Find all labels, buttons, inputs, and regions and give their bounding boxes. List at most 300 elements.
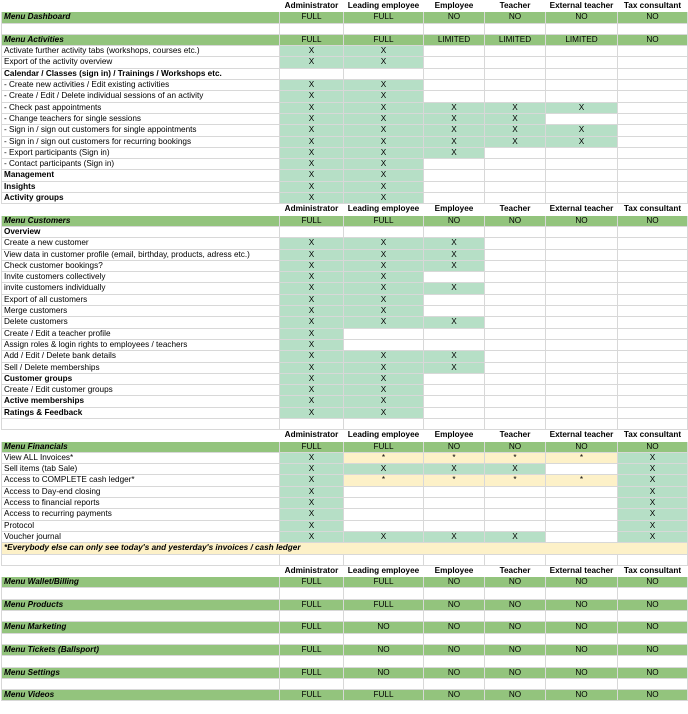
- permission-cell: X: [344, 373, 424, 384]
- permission-cell: [344, 226, 424, 237]
- menu-row: [2, 577, 688, 588]
- permission-cell: [546, 181, 618, 192]
- permission-cell: [424, 294, 485, 305]
- menu-row: [2, 622, 688, 633]
- row-label: Calendar / Classes (sign in) / Trainings / Workshops etc.: [2, 68, 280, 79]
- row-label: Access to COMPLETE cash ledger*: [2, 475, 280, 486]
- row-label: Assign roles & login rights to employees / teachers: [2, 339, 280, 350]
- permission-cell: [424, 656, 485, 667]
- permission-cell: [618, 159, 688, 170]
- permission-cell: FULL: [280, 667, 344, 678]
- permission-cell: [344, 656, 424, 667]
- permission-cell: [485, 170, 546, 181]
- column-header-cell: External teacher: [546, 204, 618, 215]
- column-header-cell: Administrator: [280, 565, 344, 576]
- permission-cell: [618, 80, 688, 91]
- permission-cell: X: [618, 509, 688, 520]
- permission-row: [2, 531, 688, 542]
- row-label: - Change teachers for single sessions: [2, 113, 280, 124]
- permission-cell: NO: [618, 599, 688, 610]
- permission-cell: X: [424, 283, 485, 294]
- row-label: Export of the activity overview: [2, 57, 280, 68]
- permission-cell: X: [485, 531, 546, 542]
- permission-cell: X: [618, 475, 688, 486]
- permission-row: [2, 80, 688, 91]
- permission-cell: X: [485, 113, 546, 124]
- permission-cell: [424, 407, 485, 418]
- permission-cell: *: [546, 452, 618, 463]
- row-label: - Create new activities / Edit existing activities: [2, 80, 280, 91]
- permission-row: [2, 486, 688, 497]
- permission-cell: NO: [344, 644, 424, 655]
- row-label: Menu Videos: [2, 690, 280, 701]
- permission-cell: [618, 102, 688, 113]
- row-label: [2, 565, 280, 576]
- permission-cell: NO: [485, 667, 546, 678]
- spacer-row: [2, 23, 688, 34]
- permission-cell: X: [280, 147, 344, 158]
- permission-cell: X: [344, 147, 424, 158]
- permission-cell: [344, 588, 424, 599]
- permission-row: [2, 68, 688, 79]
- permission-cell: X: [280, 317, 344, 328]
- permission-cell: X: [344, 306, 424, 317]
- menu-row: [2, 34, 688, 45]
- permission-cell: [424, 396, 485, 407]
- row-label: Sell items (tab Sale): [2, 464, 280, 475]
- permission-cell: [618, 260, 688, 271]
- column-header-row: [2, 430, 688, 441]
- permission-cell: [618, 125, 688, 136]
- permission-row: [2, 498, 688, 509]
- menu-row: [2, 690, 688, 701]
- permission-cell: [546, 147, 618, 158]
- permission-cell: NO: [618, 690, 688, 701]
- permission-row: [2, 57, 688, 68]
- permission-cell: [485, 509, 546, 520]
- row-label: [2, 633, 280, 644]
- permission-cell: [485, 283, 546, 294]
- permission-cell: FULL: [344, 215, 424, 226]
- column-header-cell: Administrator: [280, 430, 344, 441]
- permission-cell: FULL: [280, 577, 344, 588]
- permission-cell: [546, 170, 618, 181]
- permission-cell: X: [618, 498, 688, 509]
- permission-cell: [618, 633, 688, 644]
- permission-cell: X: [424, 351, 485, 362]
- permission-cell: [546, 57, 618, 68]
- permission-cell: [485, 385, 546, 396]
- row-label: Merge customers: [2, 306, 280, 317]
- permission-cell: [485, 91, 546, 102]
- permission-cell: [618, 396, 688, 407]
- permission-cell: NO: [485, 690, 546, 701]
- permission-cell: NO: [424, 577, 485, 588]
- permission-cell: LIMITED: [546, 34, 618, 45]
- row-label: Activity groups: [2, 193, 280, 204]
- permission-cell: X: [344, 238, 424, 249]
- permission-cell: FULL: [280, 215, 344, 226]
- column-header-cell: Leading employee: [344, 565, 424, 576]
- permission-cell: NO: [618, 441, 688, 452]
- permission-row: [2, 125, 688, 136]
- permission-cell: X: [280, 385, 344, 396]
- row-label: [2, 1, 280, 12]
- permission-cell: [546, 588, 618, 599]
- permission-cell: [485, 147, 546, 158]
- permission-cell: X: [344, 531, 424, 542]
- permission-cell: [546, 498, 618, 509]
- row-label: [2, 554, 280, 565]
- permission-cell: X: [344, 159, 424, 170]
- permission-cell: [424, 418, 485, 429]
- permission-cell: [344, 68, 424, 79]
- permission-row: [2, 351, 688, 362]
- permission-row: [2, 272, 688, 283]
- permission-cell: NO: [344, 667, 424, 678]
- permission-row: [2, 193, 688, 204]
- permission-row: [2, 407, 688, 418]
- permission-cell: X: [485, 125, 546, 136]
- permission-cell: [618, 113, 688, 124]
- permission-cell: [485, 181, 546, 192]
- permission-cell: [485, 373, 546, 384]
- permission-cell: [546, 373, 618, 384]
- permission-cell: X: [344, 170, 424, 181]
- permission-cell: X: [280, 170, 344, 181]
- permission-cell: X: [546, 102, 618, 113]
- permission-cell: [485, 362, 546, 373]
- permission-cell: [485, 351, 546, 362]
- permission-cell: X: [424, 260, 485, 271]
- permission-cell: X: [618, 531, 688, 542]
- permission-cell: [618, 362, 688, 373]
- permission-cell: NO: [424, 690, 485, 701]
- column-header-cell: External teacher: [546, 1, 618, 12]
- spacer-row: [2, 588, 688, 599]
- row-label: Create / Edit customer groups: [2, 385, 280, 396]
- permission-cell: FULL: [280, 441, 344, 452]
- permission-cell: [280, 554, 344, 565]
- permission-cell: [344, 509, 424, 520]
- menu-row: [2, 667, 688, 678]
- permission-cell: [546, 159, 618, 170]
- permission-cell: X: [344, 362, 424, 373]
- permission-cell: [618, 91, 688, 102]
- permission-cell: X: [344, 136, 424, 147]
- row-label: Menu Wallet/Billing: [2, 577, 280, 588]
- column-header-cell: Teacher: [485, 204, 546, 215]
- row-label: Customer groups: [2, 373, 280, 384]
- permission-cell: [546, 520, 618, 531]
- permission-cell: NO: [618, 622, 688, 633]
- permission-cell: FULL: [280, 690, 344, 701]
- permission-row: [2, 136, 688, 147]
- permission-cell: X: [618, 486, 688, 497]
- permission-cell: [485, 633, 546, 644]
- permission-cell: [618, 317, 688, 328]
- permission-row: [2, 385, 688, 396]
- permission-cell: [344, 328, 424, 339]
- permission-cell: [546, 328, 618, 339]
- permission-cell: [424, 486, 485, 497]
- permission-cell: X: [344, 249, 424, 260]
- permission-cell: NO: [485, 12, 546, 23]
- permission-cell: X: [280, 328, 344, 339]
- permission-cell: X: [280, 520, 344, 531]
- permission-cell: [485, 486, 546, 497]
- permission-cell: X: [280, 452, 344, 463]
- permission-cell: [424, 181, 485, 192]
- permission-cell: [485, 272, 546, 283]
- permission-cell: [546, 509, 618, 520]
- permission-cell: X: [344, 464, 424, 475]
- permission-cell: [618, 611, 688, 622]
- permission-cell: [546, 339, 618, 350]
- permission-cell: [485, 678, 546, 689]
- permission-cell: [618, 193, 688, 204]
- permission-cell: [485, 80, 546, 91]
- permission-cell: X: [280, 339, 344, 350]
- column-header-cell: Tax consultant: [618, 430, 688, 441]
- permission-cell: [485, 306, 546, 317]
- permission-row: [2, 91, 688, 102]
- permission-row: [2, 102, 688, 113]
- permission-cell: NO: [618, 34, 688, 45]
- permission-cell: [424, 520, 485, 531]
- permission-cell: X: [280, 238, 344, 249]
- permission-cell: [344, 520, 424, 531]
- permission-cell: [485, 57, 546, 68]
- permissions-table-body: [2, 1, 688, 701]
- row-label: Voucher journal: [2, 531, 280, 542]
- permission-cell: [280, 23, 344, 34]
- permission-cell: [546, 193, 618, 204]
- permission-cell: [424, 193, 485, 204]
- permission-row: [2, 113, 688, 124]
- row-label: Check customer bookings?: [2, 260, 280, 271]
- permission-cell: X: [618, 452, 688, 463]
- permission-cell: [485, 23, 546, 34]
- permission-cell: [344, 498, 424, 509]
- permission-cell: X: [424, 125, 485, 136]
- row-label: Create / Edit a teacher profile: [2, 328, 280, 339]
- footnote-row: [2, 543, 688, 554]
- permission-cell: NO: [546, 599, 618, 610]
- permission-cell: [424, 509, 485, 520]
- permission-cell: X: [344, 102, 424, 113]
- permission-cell: [618, 57, 688, 68]
- permission-cell: [618, 181, 688, 192]
- permission-cell: FULL: [280, 12, 344, 23]
- permission-cell: NO: [424, 441, 485, 452]
- permission-cell: [485, 159, 546, 170]
- permission-cell: NO: [424, 12, 485, 23]
- permission-cell: X: [424, 531, 485, 542]
- column-header-cell: Employee: [424, 565, 485, 576]
- row-label: Menu Financials: [2, 441, 280, 452]
- permission-cell: [280, 678, 344, 689]
- permission-cell: NO: [618, 577, 688, 588]
- permission-cell: X: [424, 362, 485, 373]
- permission-cell: [618, 272, 688, 283]
- permission-cell: [618, 136, 688, 147]
- permission-cell: [546, 362, 618, 373]
- permission-cell: X: [280, 91, 344, 102]
- column-header-row: [2, 1, 688, 12]
- permission-row: [2, 396, 688, 407]
- permission-cell: [546, 46, 618, 57]
- permission-cell: [424, 272, 485, 283]
- permission-cell: [485, 520, 546, 531]
- row-label: Add / Edit / Delete bank details: [2, 351, 280, 362]
- permission-cell: X: [424, 113, 485, 124]
- permission-cell: [546, 678, 618, 689]
- permission-row: [2, 475, 688, 486]
- permission-cell: X: [546, 136, 618, 147]
- permission-cell: [546, 283, 618, 294]
- permission-cell: FULL: [280, 644, 344, 655]
- permission-cell: [618, 678, 688, 689]
- permission-row: [2, 306, 688, 317]
- row-label: Access to Day-end closing: [2, 486, 280, 497]
- permission-cell: [424, 373, 485, 384]
- permission-cell: [618, 170, 688, 181]
- permission-row: [2, 520, 688, 531]
- menu-row: [2, 12, 688, 23]
- spacer-row: [2, 678, 688, 689]
- permission-cell: *: [424, 475, 485, 486]
- permission-cell: [618, 656, 688, 667]
- permission-cell: X: [280, 294, 344, 305]
- permission-cell: [618, 385, 688, 396]
- permission-cell: X: [424, 317, 485, 328]
- permission-cell: [618, 238, 688, 249]
- permission-cell: NO: [424, 622, 485, 633]
- permission-cell: [485, 656, 546, 667]
- permission-cell: [546, 464, 618, 475]
- row-label: - Export participants (Sign in): [2, 147, 280, 158]
- permission-cell: [424, 57, 485, 68]
- permission-cell: [344, 678, 424, 689]
- permission-cell: NO: [618, 667, 688, 678]
- permission-row: [2, 226, 688, 237]
- column-header-row: [2, 204, 688, 215]
- permission-cell: [344, 554, 424, 565]
- permission-cell: [424, 328, 485, 339]
- permission-cell: [485, 554, 546, 565]
- permission-cell: NO: [485, 215, 546, 226]
- permission-cell: [485, 238, 546, 249]
- permission-cell: [618, 226, 688, 237]
- permission-cell: X: [344, 385, 424, 396]
- permission-cell: X: [424, 136, 485, 147]
- permission-cell: X: [424, 147, 485, 158]
- spacer-row: [2, 554, 688, 565]
- permission-cell: [546, 385, 618, 396]
- permission-cell: [424, 91, 485, 102]
- permission-cell: X: [344, 317, 424, 328]
- permission-cell: NO: [546, 667, 618, 678]
- permission-cell: [485, 328, 546, 339]
- permission-cell: NO: [618, 12, 688, 23]
- row-label: [2, 204, 280, 215]
- permission-cell: NO: [485, 441, 546, 452]
- menu-row: [2, 441, 688, 452]
- permission-cell: [280, 656, 344, 667]
- permission-cell: X: [280, 407, 344, 418]
- permission-cell: [485, 317, 546, 328]
- permission-cell: [280, 68, 344, 79]
- row-label: Delete customers: [2, 317, 280, 328]
- row-label: Access to recurring payments: [2, 509, 280, 520]
- permission-cell: [424, 68, 485, 79]
- permission-cell: X: [280, 464, 344, 475]
- row-label: [2, 588, 280, 599]
- permission-cell: X: [344, 46, 424, 57]
- permission-cell: X: [344, 181, 424, 192]
- permission-cell: [485, 418, 546, 429]
- permission-cell: [424, 385, 485, 396]
- permission-cell: X: [280, 159, 344, 170]
- permission-row: [2, 46, 688, 57]
- permission-cell: [546, 486, 618, 497]
- permission-cell: X: [280, 373, 344, 384]
- permission-cell: [618, 294, 688, 305]
- permission-cell: X: [280, 102, 344, 113]
- permission-cell: LIMITED: [424, 34, 485, 45]
- permission-cell: [485, 68, 546, 79]
- permission-cell: FULL: [280, 34, 344, 45]
- row-label: invite customers individually: [2, 283, 280, 294]
- permission-cell: [546, 317, 618, 328]
- permission-cell: [424, 306, 485, 317]
- row-label: Menu Activities: [2, 34, 280, 45]
- permission-cell: [546, 554, 618, 565]
- column-header-cell: Tax consultant: [618, 204, 688, 215]
- permission-cell: X: [424, 249, 485, 260]
- permission-cell: FULL: [344, 577, 424, 588]
- permission-cell: [424, 498, 485, 509]
- permission-cell: NO: [344, 622, 424, 633]
- permission-cell: [424, 170, 485, 181]
- permission-cell: X: [280, 181, 344, 192]
- permission-cell: [546, 68, 618, 79]
- permission-cell: [485, 498, 546, 509]
- permission-cell: *: [546, 475, 618, 486]
- row-label: Access to financial reports: [2, 498, 280, 509]
- permission-cell: NO: [546, 622, 618, 633]
- row-label: - Sign in / sign out customers for single appointments: [2, 125, 280, 136]
- permission-cell: X: [344, 283, 424, 294]
- permission-cell: [280, 418, 344, 429]
- row-label: Menu Tickets (Ballsport): [2, 644, 280, 655]
- permission-cell: FULL: [280, 622, 344, 633]
- permission-cell: [546, 396, 618, 407]
- permission-cell: [485, 588, 546, 599]
- permission-cell: [618, 68, 688, 79]
- permission-cell: X: [280, 260, 344, 271]
- permission-row: [2, 339, 688, 350]
- permission-cell: [546, 418, 618, 429]
- permission-cell: [546, 306, 618, 317]
- permission-cell: FULL: [344, 441, 424, 452]
- row-label: Menu Marketing: [2, 622, 280, 633]
- permission-cell: NO: [485, 622, 546, 633]
- row-label: - Create / Edit / Delete individual sessions of an activity: [2, 91, 280, 102]
- permission-row: [2, 249, 688, 260]
- footnote-text: *Everybody else can only see today's and yesterday's invoices / cash ledger: [2, 543, 688, 554]
